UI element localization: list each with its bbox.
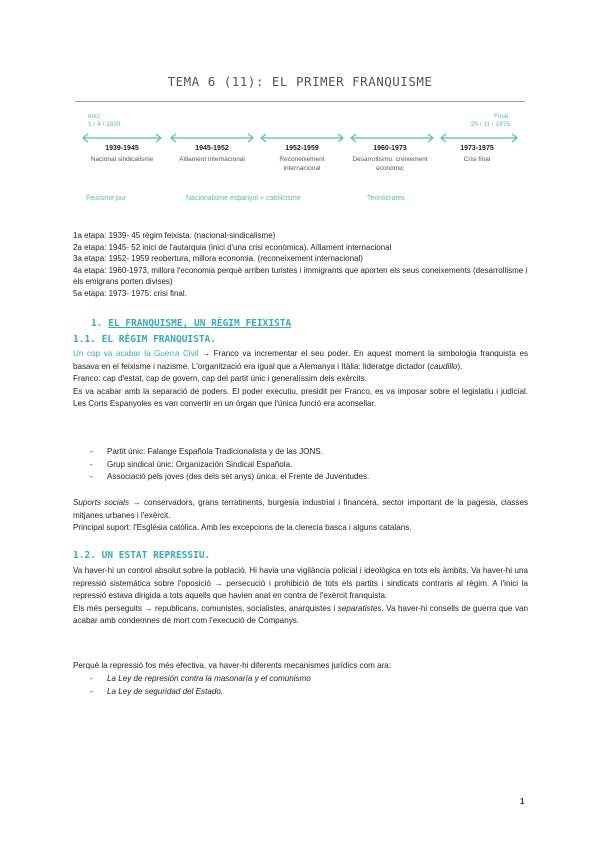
intro-rest: → Franco va incrementar el seu poder. En aquest moment la simbologia franquista es basava en el feixisme i nazisme. L'organització era igual que a Alemanya i Itàlia: lideratge dictador ( — [73, 349, 529, 371]
separatistes-term: separatistes — [337, 603, 382, 613]
period-range: 1952-1959 — [285, 145, 319, 152]
period-range: 1945-1952 — [195, 145, 229, 152]
period-desc: Reconeixement internacional — [279, 156, 325, 172]
section-1-heading — [91, 318, 291, 329]
section-1-2-heading: 1.2. UN ESTAT REPRESSIU. — [73, 550, 211, 561]
ideology-2: Nacionalisme espanyol + catolicisme — [186, 195, 301, 202]
intro-highlight: Un cop va acabar la Guerra Civil — [73, 349, 199, 358]
intro-end: ). — [457, 361, 463, 371]
timeline-period-4 — [350, 144, 430, 173]
page-number: 1 — [520, 797, 525, 806]
timeline-period-2 — [172, 144, 252, 164]
period-desc: Nacional sindicalisme — [90, 156, 154, 163]
stages-list — [73, 230, 533, 299]
timeline-end-label: Final: — [494, 113, 510, 120]
timeline-arrows — [80, 132, 520, 144]
ideology-3: Tecnòcrates — [367, 195, 405, 202]
page-title: TEMA 6 (11): EL PRIMER FRANQUISME — [167, 74, 433, 89]
list-item: - Associació pels joves (des dels set anys) única: el Frente de Juventudes. — [90, 472, 370, 481]
list-item: - La Ley de seguridad del Estado. — [90, 686, 224, 696]
list-item: - La Ley de represión contra la masonaría y el comunismo — [90, 674, 311, 683]
timeline-end-date: 20 / 11 / 1975 — [470, 121, 510, 128]
period-desc: Aïllament internacional — [179, 156, 245, 163]
period-range: 1973-1975 — [460, 145, 494, 152]
section-1-1-heading: 1.1. EL RÈGIM FRANQUISTA. — [73, 334, 216, 345]
franco-line: Franco: cap d'estat, cap de govern, cap del partit únic i generalíssim dels exèrcits. — [73, 374, 367, 383]
timeline-period-5 — [437, 144, 517, 164]
laws-list — [90, 673, 530, 698]
support-paragraphs — [73, 497, 528, 535]
law-name: La Ley de seguridad del Estado. — [107, 686, 224, 696]
stage-item: 2a etapa: 1945- 52 inici de l'autarquia (inici d'una crisi econòmica). Aïllament internacional — [73, 242, 392, 252]
timeline-start-label: Inici: — [88, 113, 102, 120]
institutions-list — [90, 446, 530, 484]
timeline-start — [88, 113, 121, 129]
law-name: La Ley de represión contra la masonaría y el comunismo — [107, 674, 311, 683]
period-desc: Desarrollismo: creixement econòmic — [352, 156, 428, 172]
caudillo-term: caudillo — [429, 361, 458, 371]
period-desc: Crisi final — [463, 156, 491, 163]
section-1-2-body — [73, 565, 528, 628]
list-item-text: Partit únic: Falange Española Tradicionalista y de las JONS. — [107, 447, 323, 456]
persecuted-start: Els més perseguits → republicans, comunistes, socialistes, anarquistes i — [73, 603, 336, 613]
powers-paragraph: Es va acabar amb la separació de poders. El poder executiu, presidit per Franco, es va imposar sobre el legislatiu i judicial. Les Corts Espanyoles es van convertir en un òrgan que l'única funció era aconsellar. — [73, 386, 528, 408]
title-divider — [75, 101, 525, 102]
stage-item: 4a etapa: 1960-1973, millora l'economia perquè arriben turistes i immigrants que aporten els seus coneixements (desarrollisme i els emigrans porten divises) — [73, 265, 528, 286]
persecuted-end: . Va haver-hi consells de guerra que van acabar amb condemnes de mort com l'execució de Companys. — [73, 603, 529, 625]
timeline-period-1 — [82, 144, 162, 164]
section-1-1-intro — [73, 348, 528, 411]
period-range: 1960-1973 — [373, 145, 407, 152]
legal-mechanisms-intro: Perquè la repressió fos més efectiva, va haver-hi diferents mecanismes jurídics com ara: — [73, 661, 392, 670]
support-rest: → conservadors, grans terratinents, burgesia industrial i financera, sector important de la pagesia, classes mitjanes urbanes i l'exèrcit. — [73, 498, 528, 520]
timeline-start-date: 1 / 4 / 1939 — [88, 121, 121, 128]
stage-item: 1a etapa: 1939- 45 règim feixista. (nacional-sindicalisme) — [73, 231, 276, 240]
period-range: 1939-1945 — [105, 145, 139, 152]
list-item: - Partit únic: Falange Española Tradicionalista y de las JONS. — [90, 447, 323, 456]
ideology-1: Feixisme pur — [86, 195, 127, 202]
support-label: Suports socials — [73, 498, 130, 507]
list-item-text: Associació pels joves (des dels set anys) única: el Frente de Juventudes. — [107, 472, 370, 481]
stage-item: 3a etapa: 1952- 1959 reobertura, millora economia. (reconeixement internacional) — [73, 254, 363, 263]
main-support: Principal suport: l'Església catòlica. Amb les excepcions de la clerecia basca i alguns catalans. — [73, 523, 412, 532]
timeline-end — [462, 113, 510, 129]
timeline-period-3 — [262, 144, 342, 173]
section-1-number: 1. — [91, 318, 103, 329]
repression-paragraph-1: Va haver-hi un control absolut sobre la població. Hi havia una vigilància policial i ideològica en tots els àmbits. Va haver-hi una repressió sistemàtica sobre l'oposició → persecució i prohibició de tots els partits i sindicats contraris al règim. A l'inici la repressió estava dirigida a tots aquells que havien anat en contra de l'exèrcit franquista. — [73, 566, 528, 600]
section-1-title: EL FRANQUISME, UN RÈGIM FEIXISTA — [108, 318, 292, 329]
stage-item: 5a etapa: 1973- 1975: crisi final. — [73, 288, 187, 298]
list-item-text: Grup sindical únic: Organización Sindical Española. — [107, 459, 293, 469]
list-item: - Grup sindical únic: Organización Sindical Española. — [90, 459, 293, 469]
